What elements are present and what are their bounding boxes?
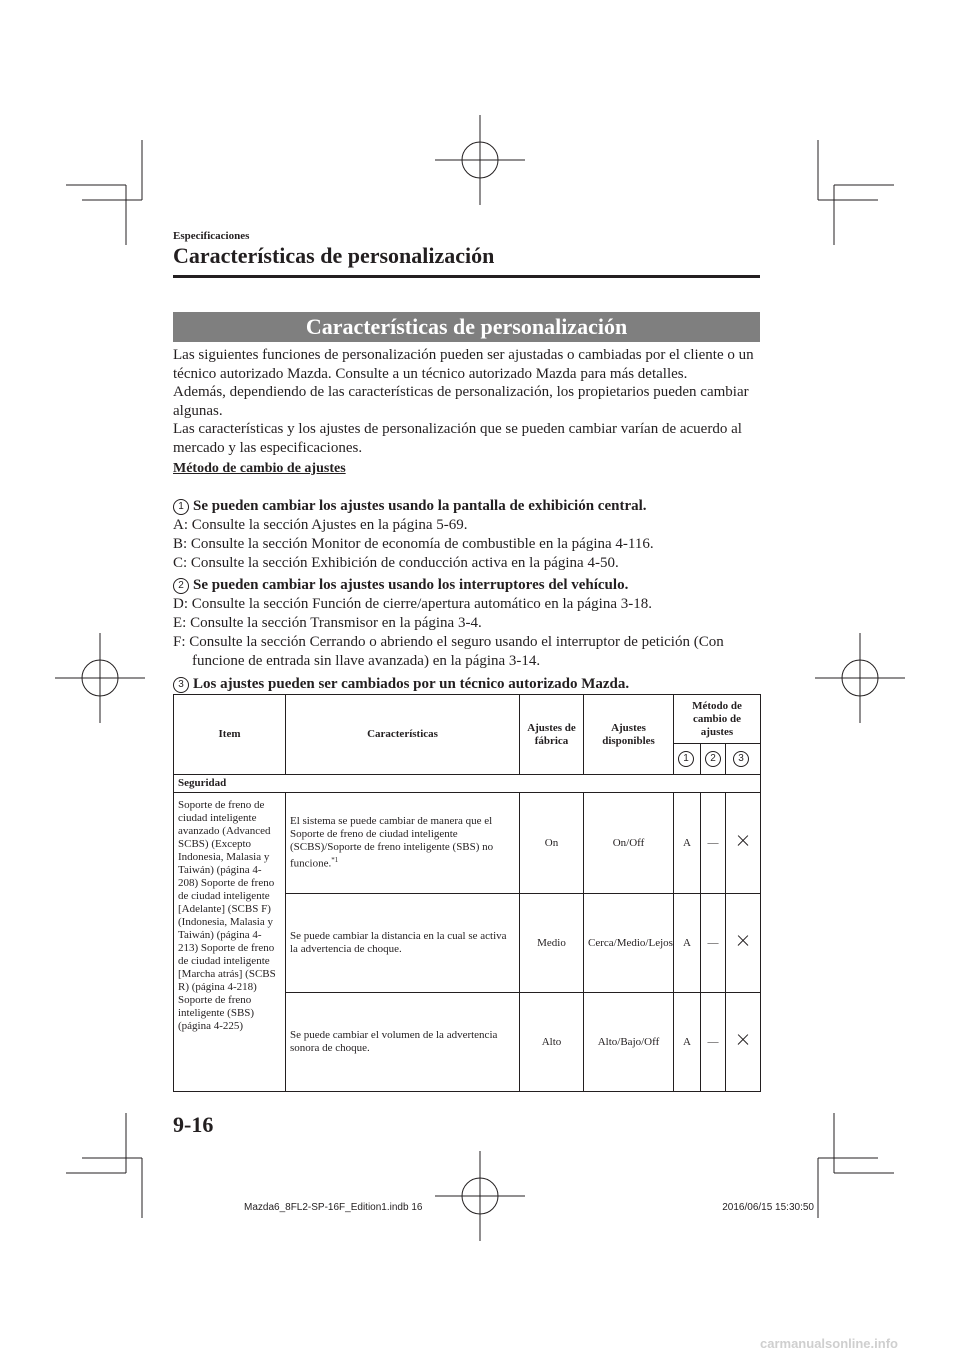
table-available-cell: On/Off	[584, 793, 674, 894]
footer-file: Mazda6_8FL2-SP-16F_Edition1.indb 16	[244, 1202, 423, 1213]
x-mark-icon	[737, 835, 749, 847]
circled-number-icon: 3	[733, 751, 749, 767]
table-method2-cell: —	[701, 993, 726, 1092]
page-title: Características de personalización	[173, 243, 495, 268]
method-line: F: Consulte la sección Cerrando o abriendo el seguro usando el interruptor de petición (Con funcione de entrada sin llave avanzada) en la página 3-14.	[173, 634, 724, 669]
table-factory-cell: Alto	[520, 993, 584, 1092]
table-method3-cell	[726, 993, 761, 1092]
table-method1-cell: A	[674, 793, 701, 894]
method-line: D: Consulte la sección Función de cierre/apertura automático en la página 3-18.	[173, 596, 652, 612]
table-method2-cell: —	[701, 793, 726, 894]
col-header-available: Ajustes disponibles	[584, 695, 674, 775]
table-feature-cell	[286, 793, 520, 894]
circled-number-icon: 3	[173, 677, 189, 693]
method-heading	[173, 576, 763, 595]
footer-timestamp: 2016/06/15 15:30:50	[722, 1202, 814, 1213]
method-1	[173, 497, 763, 573]
method-title: Método de cambio de ajustes	[173, 461, 346, 476]
feature-text: El sistema se puede cambiar de manera que el Soporte de freno de ciudad inteligente (SCBS)/Soporte de freno inteligente (SBS) no funcione.	[290, 815, 494, 870]
circled-number-icon: 1	[173, 499, 189, 515]
col-header-factory: Ajustes de fábrica	[520, 695, 584, 775]
x-mark-icon	[737, 1034, 749, 1046]
section-banner: Características de personalización	[173, 312, 760, 342]
intro-paragraph: Además, dependiendo de las características de personalización, los propietarios pueden cambiar algunas.	[173, 384, 749, 419]
intro-paragraph: Las características y los ajustes de personalización que se pueden cambiar varían de acuerdo al mercado y las especificaciones.	[173, 421, 742, 456]
method-line: E: Consulte la sección Transmisor en la página 3-4.	[173, 615, 482, 631]
method-heading-text: Los ajustes pueden ser cambiados por un técnico autorizado Mazda.	[193, 676, 630, 692]
print-footer	[244, 1202, 814, 1213]
circled-number-icon: 2	[705, 751, 721, 767]
table-header-row	[174, 695, 761, 744]
section-label: Especificaciones	[173, 230, 250, 242]
circled-number-icon: 2	[173, 578, 189, 594]
method-line: C: Consulte la sección Exhibición de conducción activa en la página 4-50.	[173, 555, 619, 571]
table-factory-cell: Medio	[520, 894, 584, 993]
table-method3-cell	[726, 793, 761, 894]
table-factory-cell: On	[520, 793, 584, 894]
table-section-label: Seguridad	[174, 775, 761, 793]
method-heading-text: Se pueden cambiar los ajustes usando los interruptores del vehículo.	[193, 577, 629, 593]
table-method1-cell: A	[674, 894, 701, 993]
table-item-cell: Soporte de freno de ciudad inteligente avanzado (Advanced SCBS) (Excepto Indonesia, Malasia y Taiwán) (página 4-208) Soporte de freno de ciudad inteligente [Adelante] (SCBS F) (Indonesia, Malasia y Taiwán) (página 4-213) Soporte de freno de ciudad inteligente [Marcha atrás] (SCBS R) (página 4-218) Soporte de freno inteligente (SBS) (página 4-225)	[174, 793, 286, 1092]
table-feature-cell: Se puede cambiar la distancia en la cual se activa la advertencia de choque.	[286, 894, 520, 993]
watermark: carmanualsonline.info	[760, 1336, 898, 1351]
settings-table	[173, 694, 761, 1092]
method-line: B: Consulte la sección Monitor de economía de combustible en la página 4-116.	[173, 536, 654, 552]
table-feature-cell: Se puede cambiar el volumen de la advertencia sonora de choque.	[286, 993, 520, 1092]
method-2	[173, 576, 763, 671]
intro-paragraph: Las siguientes funciones de personalización pueden ser ajustadas o cambiadas por el cliente o un técnico autorizado Mazda. Consulte a un técnico autorizado Mazda para más detalles.	[173, 347, 754, 382]
method-line: A: Consulte la sección Ajustes en la página 5-69.	[173, 517, 468, 533]
table-method3-cell	[726, 894, 761, 993]
table-method1-cell: A	[674, 993, 701, 1092]
footnote-ref: *1	[331, 856, 339, 865]
intro-text	[173, 346, 763, 457]
table-method2-cell: —	[701, 894, 726, 993]
page-number: 9-16	[173, 1112, 214, 1137]
col-header-features: Características	[286, 695, 520, 775]
table-row	[174, 793, 761, 894]
col-header-item: Item	[174, 695, 286, 775]
header-rule	[173, 275, 760, 278]
table-section-row	[174, 775, 761, 793]
circled-number-icon: 1	[678, 751, 694, 767]
method-heading	[173, 675, 763, 694]
method-heading	[173, 497, 763, 516]
method-heading-text: Se pueden cambiar los ajustes usando la pantalla de exhibición central.	[193, 498, 647, 514]
table-available-cell: Cerca/Medio/Lejos	[584, 894, 674, 993]
x-mark-icon	[737, 935, 749, 947]
method-3	[173, 675, 763, 694]
col-header-method: Método de cambio de ajustes	[674, 695, 761, 744]
table-available-cell: Alto/Bajo/Off	[584, 993, 674, 1092]
